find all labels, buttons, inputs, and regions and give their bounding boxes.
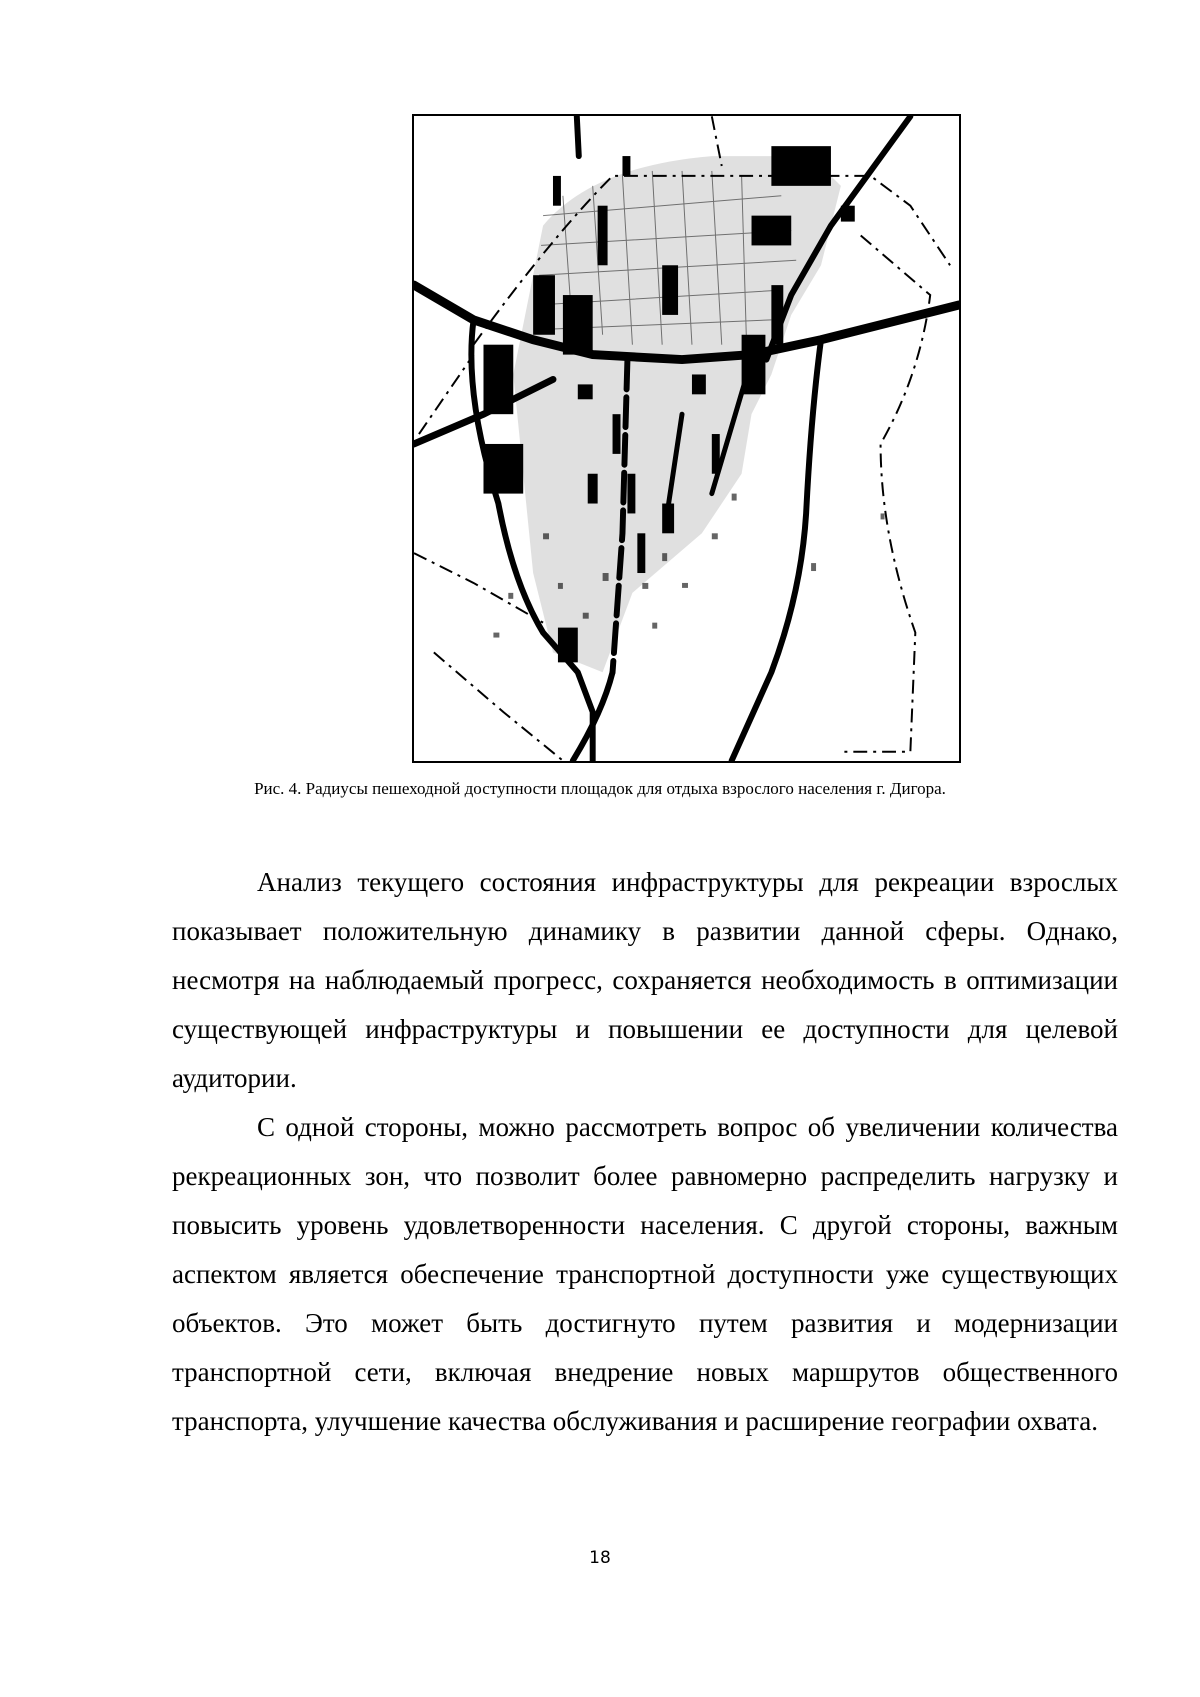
paragraph: Анализ текущего состояния инфраструктуры для рекреации взрослых показывает положительную динамику в развитии данной сферы. Однако, несмотря на наблюдаемый прогресс, сохраняется необходимость в оптимизации существующей инфраструктуры и повышении ее доступности для целевой аудитории. (172, 867, 1118, 1093)
paragraph: С одной стороны, можно рассмотреть вопрос об увеличении количества рекреационных зон, что позволит более равномерно распределить нагрузку и повысить уровень удовлетворенности населения. С другой стороны, важным аспектом является обеспечение транспортной доступности уже существующих объектов. Это может быть достигнуто путем развития и модернизации транспортной сети, включая внедрение новых маршрутов общественного транспорта, улучшение качества обслуживания и расширение географии охвата. (172, 1112, 1118, 1436)
page-number: 18 (589, 1548, 611, 1568)
body-text (172, 858, 1118, 1446)
road (577, 116, 579, 156)
figure-caption: Рис. 4. Радиусы пешеходной доступности площадок для отдыха взрослого населения г. Дигора. (254, 779, 946, 798)
city-map-figure (412, 114, 961, 763)
map-image (414, 116, 959, 761)
